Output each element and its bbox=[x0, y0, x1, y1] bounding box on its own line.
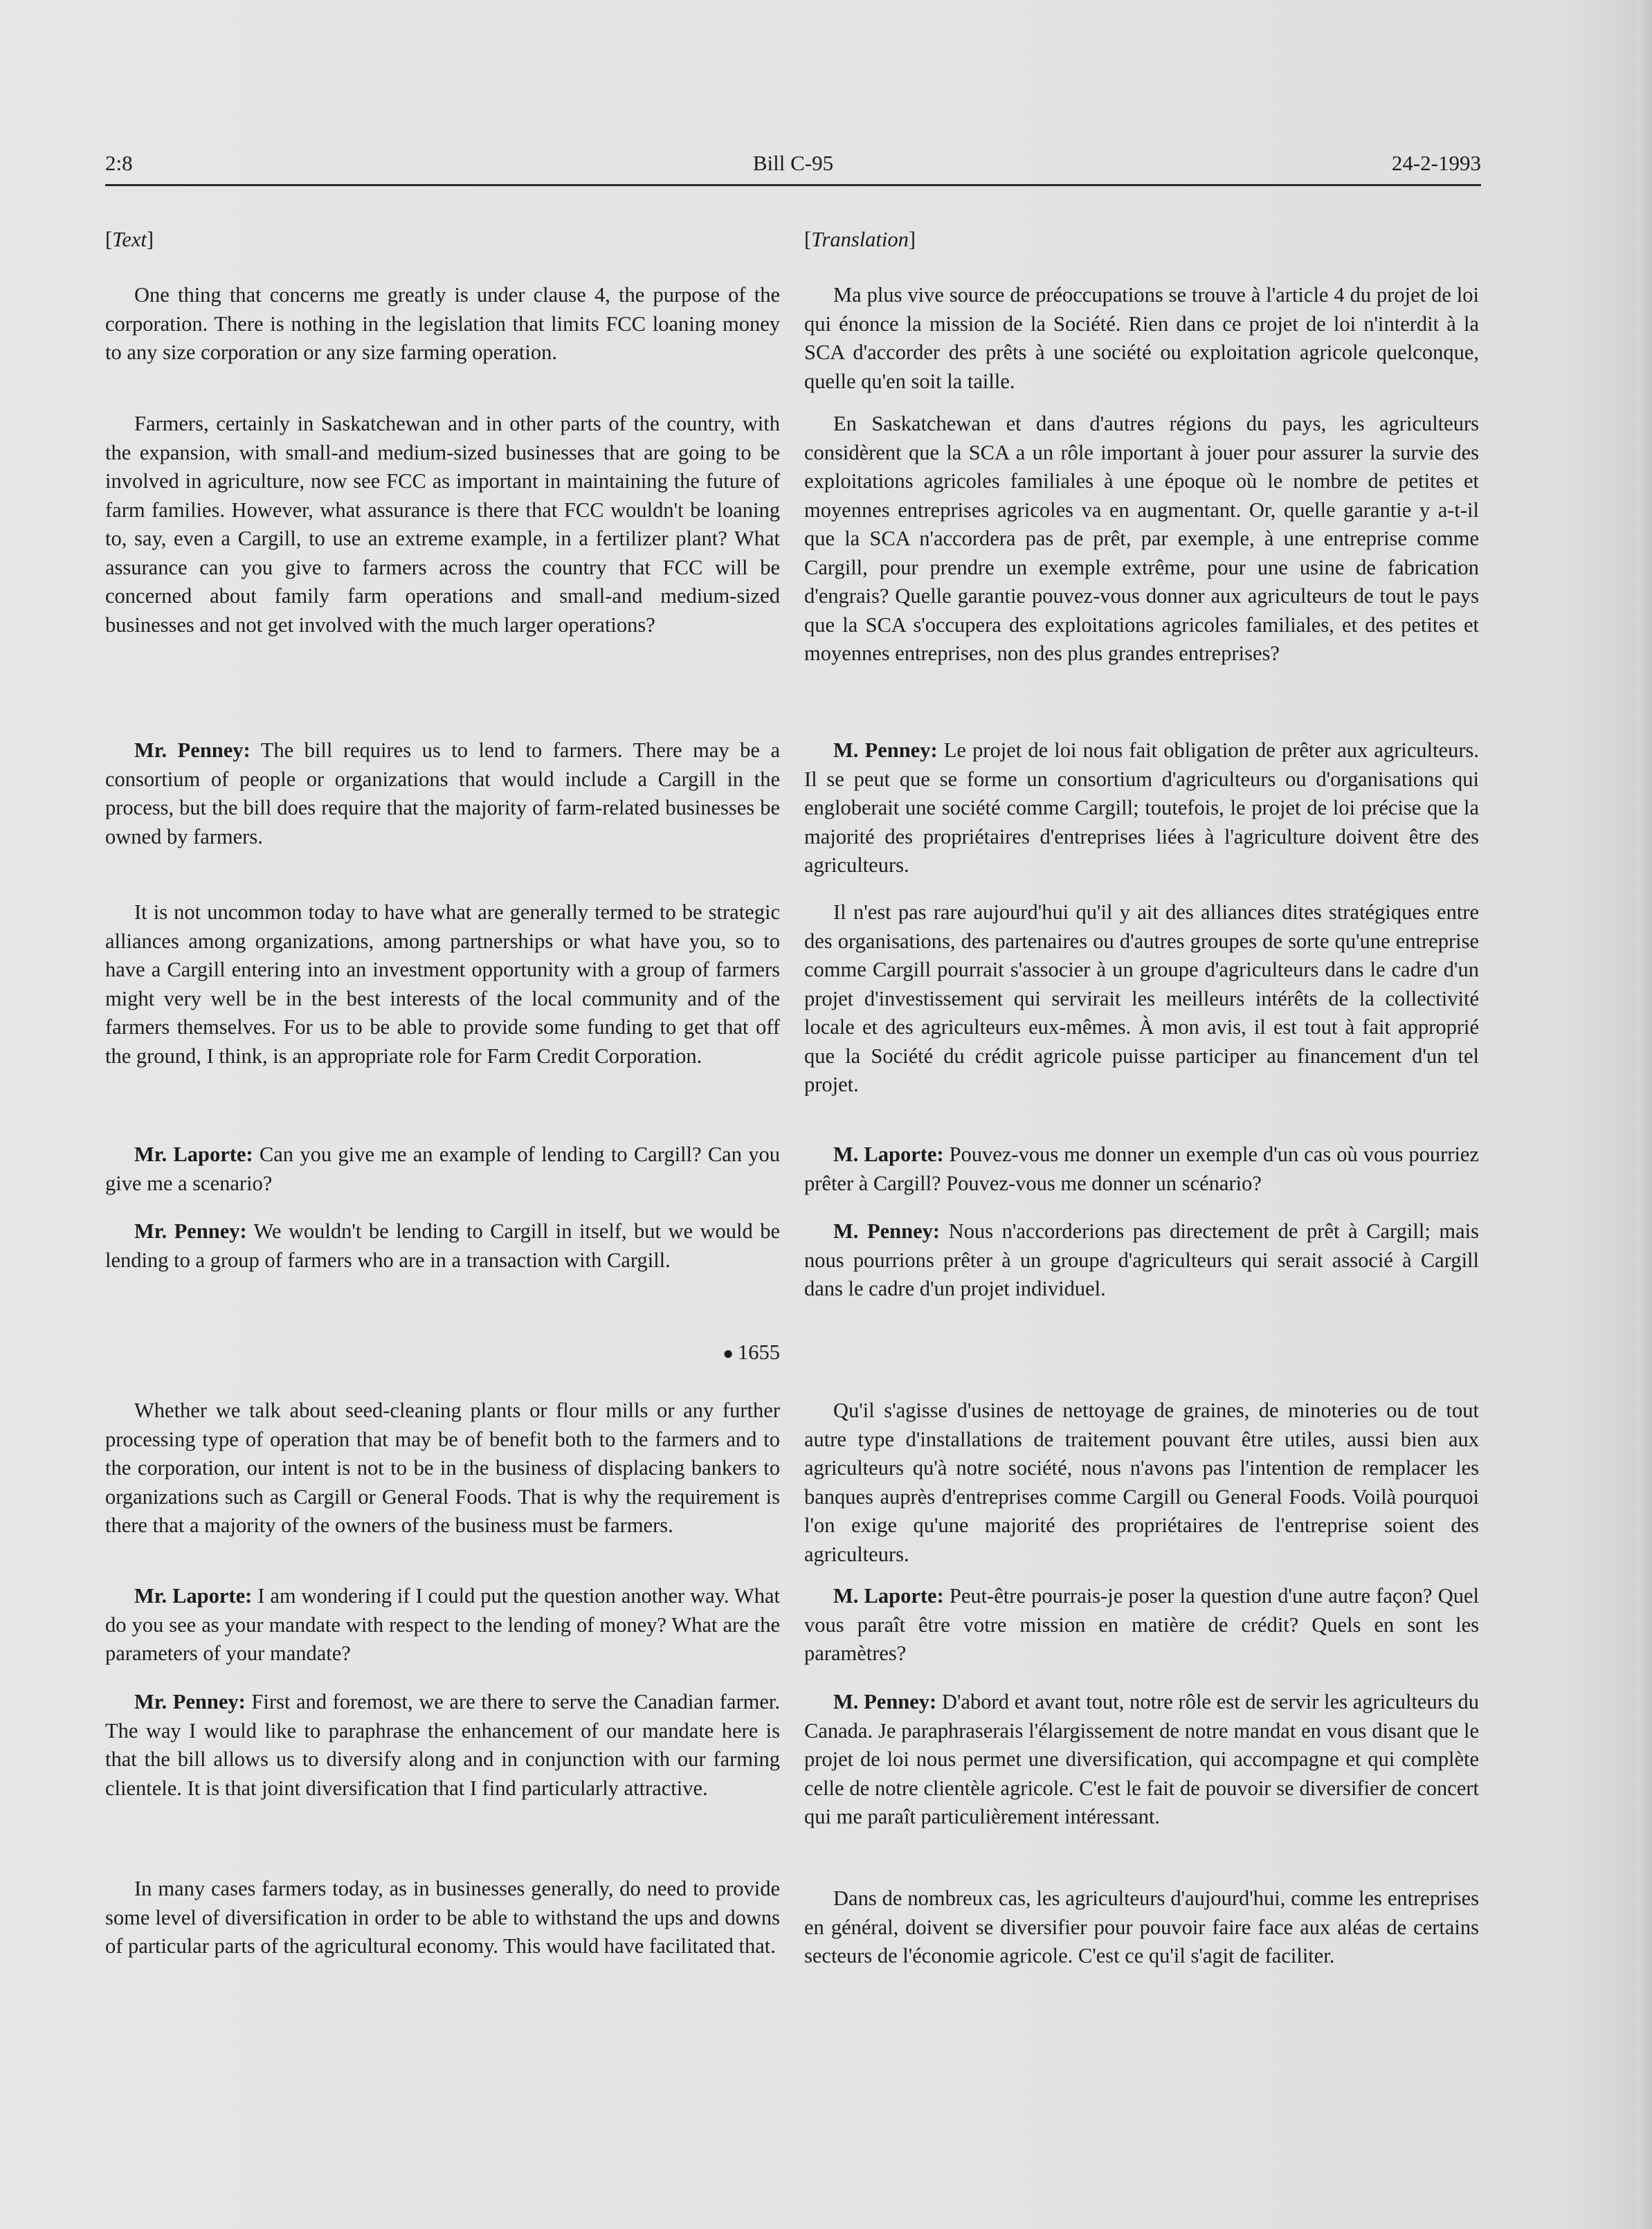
english-column bbox=[105, 226, 781, 1958]
paragraph: En Saskatchewan et dans d'autres régions du pays, les agriculteurs considèrent que la SCA a un rôle important à jouer pour assurer la survie des exploitations agricoles familiales à une époque où le nombre de petites et moyennes entreprises agricoles va en augmentant. Or, quelle garantie y a-t-il que la SCA n'accordera pas de prêt, par exemple, à une entreprise comme Cargill, pour prendre un exemple extrême, pour une usine de fabrication d'engrais? Quelle garantie pouvez-vous donner aux agriculteurs de tout le pays que la SCA s'occupera des exploitations agricoles familiales, et des petites et moyennes entreprises, non des plus grandes entreprises? bbox=[804, 412, 1479, 665]
speaker-name: M. Penney: bbox=[833, 1219, 941, 1243]
speech-text: We wouldn't be lending to Cargill in itself, but we would be lending to a group of farmers who are in a transaction with Cargill. bbox=[105, 1219, 781, 1272]
speech-text: D'abord et avant tout, notre rôle est de servir les agriculteurs du Canada. Je paraphraserais l'élargissement de notre mandat en vous disant que le projet de loi nous permet une diversification, qui accompagne et qui complète celle de notre clientèle agricole. C'est le fait de pouvoir se diversifier de concert qui me paraît particulièrement intéressant. bbox=[804, 1690, 1479, 1828]
speaker-name: M. Laporte: bbox=[833, 1584, 944, 1608]
speaker-name: M. Penney: bbox=[833, 738, 938, 762]
paragraph: It is not uncommon today to have what are generally termed to be strategic alliances among organizations, among partnerships or what have you, so to have a Cargill entering into an investment opportunity with a group of farmers might very well be in the best interests of the local community and of the farmers themselves. For us to be able to provide some funding to get that off the ground, I think, is an appropriate role for Farm Credit Corporation. bbox=[105, 900, 780, 1068]
paragraph bbox=[804, 1582, 1479, 1668]
french-column bbox=[804, 226, 1480, 1967]
speaker-name: Mr. Penney: bbox=[134, 1690, 246, 1713]
bill-title: Bill C-95 bbox=[752, 151, 834, 175]
speech-text: Nous n'accorderions pas directement de prêt à Cargill; mais nous pourrions prêter à un groupe d'agriculteurs qui serait associé à Cargill dans le cadre d'un projet individuel. bbox=[804, 1219, 1479, 1300]
speech-text: First and foremost, we are there to serve the Canadian farmer. The way I would like to paraphrase the enhancement of our mandate here is that the bill allows us to diversify along and in conjunction with our farming clientele. It is that joint diversification that I find particularly attractive. bbox=[105, 1690, 780, 1800]
speaker-name: Mr. Laporte: bbox=[134, 1584, 253, 1608]
speech-text: Le projet de loi nous fait obligation de prêter aux agriculteurs. Il se peut que se forme un consortium d'agriculteurs ou d'organisations qui engloberait une société comme Cargill; toutefois, le projet de loi précise que la majorité des propriétaires d'entreprises liées à l'agriculture doivent être des agriculteurs. bbox=[804, 738, 1479, 877]
paragraph: Farmers, certainly in Saskatchewan and in other parts of the country, with the expansion, with small-and medium-sized businesses that are going to be involved in agriculture, now see FCC as important in maintaining the future of farm families. However, what assurance is there that FCC wouldn't be loaning to, say, even a Cargill, to use an extreme example, in a fertilizer plant? What assurance can you give to farmers across the country that FCC will be concerned about family farm operations and small-and medium-sized businesses and not get involved with the much larger operations? bbox=[105, 412, 780, 637]
paragraph bbox=[105, 1140, 780, 1198]
page-edge-shadow bbox=[1637, 0, 1652, 2229]
paragraph: One thing that concerns me greatly is under clause 4, the purpose of the corporation. There is nothing in the legislation that limits FCC loaning money to any size corporation or any size farming operation. bbox=[105, 283, 780, 364]
paragraph: Qu'il s'agisse d'usines de nettoyage de graines, de minoteries ou de tout autre type d'installations de traitement pouvant être utiles, aussi bien aux agriculteurs qu'à notre société, nous n'avons pas l'intention de remplacer les banques auprès d'entreprises comme Cargill ou General Foods. Voilà pourquoi l'on exige qu'une majorité des propriétaires de l'entreprise soient des agriculteurs. bbox=[804, 1399, 1479, 1566]
column-label-text: [ Text ] bbox=[105, 226, 780, 255]
header-rule bbox=[105, 184, 1481, 186]
speaker-name: Mr. Penney: bbox=[134, 1219, 247, 1243]
speaker-name: Mr. Penney: bbox=[134, 738, 251, 762]
paragraph bbox=[804, 1688, 1479, 1832]
paragraph: Ma plus vive source de préoccupations se trouve à l'article 4 du projet de loi qui énonce la mission de la Société. Rien dans ce projet de loi n'interdit à la SCA d'accorder des prêts à une société ou exploitation agricole quelconque, quelle qu'en soit la taille. bbox=[804, 283, 1479, 393]
page-header bbox=[105, 151, 1481, 187]
paragraph: Dans de nombreux cas, les agriculteurs d'aujourd'hui, comme les entreprises en général, doivent se diversifier pour pouvoir faire face aux aléas de certains secteurs de l'économie agricole. C'est ce qu'il s'agit de faciliter. bbox=[804, 1886, 1479, 1967]
paragraph bbox=[804, 1217, 1479, 1304]
speech-text: I am wondering if I could put the question another way. What do you see as your mandate with respect to the lending of money? What are the parameters of your mandate? bbox=[105, 1584, 780, 1665]
paragraph bbox=[105, 736, 780, 851]
paragraph: Whether we talk about seed-cleaning plants or flour mills or any further processing type of operation that may be of benefit both to the farmers and to the corporation, our intent is not to be in the business of displacing bankers to organizations such as Cargill or General Foods. That is why the requirement is there that a majority of the owners of the business must be farmers. bbox=[105, 1399, 780, 1537]
paragraph bbox=[105, 1582, 780, 1668]
paragraph bbox=[804, 1140, 1479, 1198]
session-date: 24-2-1993 bbox=[1391, 151, 1481, 175]
paragraph: Il n'est pas rare aujourd'hui qu'il y ait des alliances dites stratégiques entre des organisations, des partenaires ou d'autres groupes de sorte qu'une entreprise comme Cargill pourrait s'associer à un groupe d'agriculteurs dans le cadre d'un projet d'investissement qui servirait les meilleurs intérêts de la collectivité locale et des agriculteurs eux-mêmes. À mon avis, il est tout à fait approprié que la Société du crédit agricole puisse participer au financement d'un tel projet. bbox=[804, 900, 1479, 1096]
speaker-name: Mr. Laporte: bbox=[134, 1143, 253, 1166]
paragraph bbox=[105, 1217, 780, 1275]
time-marker: ● 1655 bbox=[723, 1340, 780, 1364]
speech-text: Pouvez-vous me donner un exemple d'un cas où vous pourriez prêter à Cargill? Pouvez-vous me donner un scénario? bbox=[804, 1143, 1480, 1195]
column-label-translation: [ Translation ] bbox=[804, 226, 1479, 255]
page-number: 2:8 bbox=[105, 151, 133, 175]
speaker-name: M. Penney: bbox=[833, 1690, 937, 1713]
paragraph bbox=[804, 736, 1479, 880]
speech-text: Peut-être pourrais-je poser la question d'une autre façon? Quel vous paraît être votre mission en matière de crédit? Quels en sont les paramètres? bbox=[804, 1584, 1480, 1665]
bullet-icon: ● bbox=[723, 1343, 734, 1363]
paragraph: In many cases farmers today, as in businesses generally, do need to provide some level of diversification in order to be able to withstand the ups and downs of particular parts of the agricultural economy. This would have facilitated that. bbox=[105, 1877, 780, 1958]
speaker-name: M. Laporte: bbox=[833, 1143, 944, 1166]
paragraph bbox=[105, 1688, 780, 1803]
speech-text: Can you give me an example of lending to Cargill? Can you give me a scenario? bbox=[105, 1143, 780, 1195]
speech-text: The bill requires us to lend to farmers. There may be a consortium of people or organizations that would include a Cargill in the process, but the bill does require that the majority of farm-related businesses be owned by farmers. bbox=[105, 738, 781, 848]
